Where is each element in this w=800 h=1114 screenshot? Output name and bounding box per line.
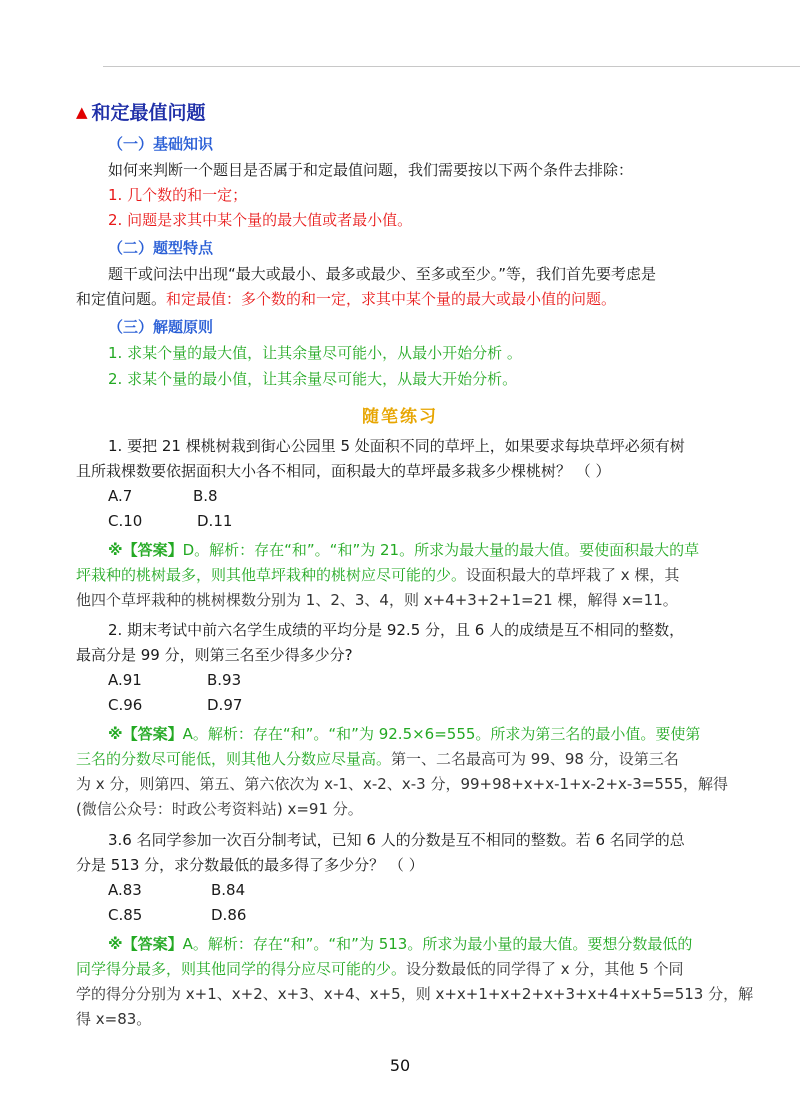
q2-answer-line2 — [76, 747, 726, 772]
q3-answer-line1 — [108, 932, 758, 957]
q3-answer-tag: ※【答案】 — [108, 935, 183, 953]
q2-option-c: C.96 — [108, 696, 143, 714]
q2-answer-line3: 为 x 分，则第四、第五、第六依次为 x-1、x-2、x-3 分，99+98+x+x-1+x-2+x-3=555，解得 — [76, 775, 729, 793]
triangle-marker-icon: ▲ — [76, 102, 88, 121]
q1-option-b: B.8 — [193, 487, 218, 505]
q2-answer-green1: A。解析：存在“和”。“和”为 92.5×6=555。所求为第三名的最小值。要使第 — [182, 725, 701, 743]
q2-line2: 最高分是 99 分，则第三名至少得多少分? — [76, 646, 353, 664]
q2-answer-green2: 三名的分数尽可能低，则其他人分数应尽量高。 — [76, 750, 392, 768]
q2-answer-dark2: 第一、二名最高可为 99、98 分，设第三名 — [391, 750, 679, 768]
q1-answer-green1: D。解析：存在“和”。“和”为 21。所求为最大量的最大值。要使面积最大的草 — [182, 541, 700, 559]
section2-heading: （二）题型特点 — [108, 239, 214, 257]
q1-line2: 且所栽棵数要依据面积大小各不相同，面积最大的草坪最多栽多少棵桃树？ （ ） — [76, 462, 611, 480]
q2-answer-tag: ※【答案】 — [108, 725, 183, 743]
q3-line1: 3.6 名同学参加一次百分制考试，已知 6 人的分数是互不相同的整数。若 6 名同学的总 — [108, 831, 685, 849]
q3-option-a: A.83 — [108, 881, 142, 899]
q2-option-d: D.97 — [207, 696, 243, 714]
q2-answer-line1 — [108, 722, 758, 747]
section2-line1: 题干或问法中出现“最大或最小、最多或最少、至多或至少。”等，我们首先要考虑是 — [108, 265, 657, 283]
q3-answer-line2 — [76, 957, 726, 982]
section2-line2-red: 和定最值：多个数的和一定，求其中某个量的最大或最小值的问题。 — [166, 290, 617, 308]
section3-heading: （三）解题原则 — [108, 318, 214, 336]
section1-cond1: 1. 几个数的和一定； — [108, 186, 248, 204]
q1-option-a: A.7 — [108, 487, 133, 505]
q1-answer-green2: 坪栽种的桃树最多，则其他草坪栽种的桃树应尽可能的少。 — [76, 566, 467, 584]
page-title-text: 和定最值问题 — [91, 102, 206, 124]
section2-line2-plain: 和定值问题。 — [76, 290, 167, 308]
section1-cond2: 2. 问题是求其中某个量的最大值或者最小值。 — [108, 211, 413, 229]
q2-option-a: A.91 — [108, 671, 142, 689]
section3-rule1: 1. 求某个量的最大值，让其余量尽可能小，从最小开始分析 。 — [108, 344, 522, 362]
section1-intro: 如何来判断一个题目是否属于和定最值问题，我们需要按以下两个条件去排除： — [108, 161, 634, 179]
q2-answer-line4: (微信公众号：时政公考资料站) x=91 分。 — [76, 800, 363, 818]
q3-answer-line4: 得 x=83。 — [76, 1010, 152, 1028]
q3-option-b: B.84 — [211, 881, 246, 899]
q3-line2: 分是 513 分，求分数最低的最多得了多少分？ （ ） — [76, 856, 424, 874]
q1-answer-line2 — [76, 563, 726, 588]
section3-rule2: 2. 求某个量的最小值，让其余量尽可能大，从最大开始分析。 — [108, 370, 518, 388]
page-title — [76, 98, 206, 125]
q2-line1: 2. 期末考试中前六名学生成绩的平均分是 92.5 分，且 6 人的成绩是互不相同的整数， — [108, 621, 685, 639]
q3-answer-dark2: 设分数最低的同学得了 x 分，其他 5 个同 — [406, 960, 684, 978]
section1-heading: （一）基础知识 — [108, 135, 214, 153]
q3-option-c: C.85 — [108, 906, 143, 924]
q3-option-d: D.86 — [211, 906, 247, 924]
q1-answer-line1 — [108, 538, 758, 563]
header-rule — [103, 66, 800, 67]
q1-answer-line3: 他四个草坪栽种的桃树棵数分别为 1、2、3、4，则 x+4+3+2+1=21 棵，解得 x=11。 — [76, 591, 678, 609]
q1-answer-tag: ※【答案】 — [108, 541, 183, 559]
q3-answer-green1: A。解析：存在“和”。“和”为 513。所求为最小量的最大值。要想分数最低的 — [182, 935, 693, 953]
q1-option-c: C.10 — [108, 512, 143, 530]
q2-option-b: B.93 — [207, 671, 242, 689]
section2-line2 — [76, 287, 726, 312]
q3-answer-green2: 同学得分最多，则其他同学的得分应尽可能的少。 — [76, 960, 407, 978]
q1-option-d: D.11 — [197, 512, 233, 530]
practice-title: 随笔练习 — [362, 407, 438, 427]
q3-answer-line3: 学的得分分别为 x+1、x+2、x+3、x+4、x+5，则 x+x+1+x+2+x+3+x+4+x+5=513 分，解 — [76, 985, 754, 1003]
q1-line1: 1. 要把 21 棵桃树栽到街心公园里 5 处面积不同的草坪上，如果要求每块草坪必须有树 — [108, 437, 685, 455]
q1-answer-dark2: 设面积最大的草坪栽了 x 棵，其 — [466, 566, 680, 584]
page-number: 50 — [389, 1056, 411, 1075]
